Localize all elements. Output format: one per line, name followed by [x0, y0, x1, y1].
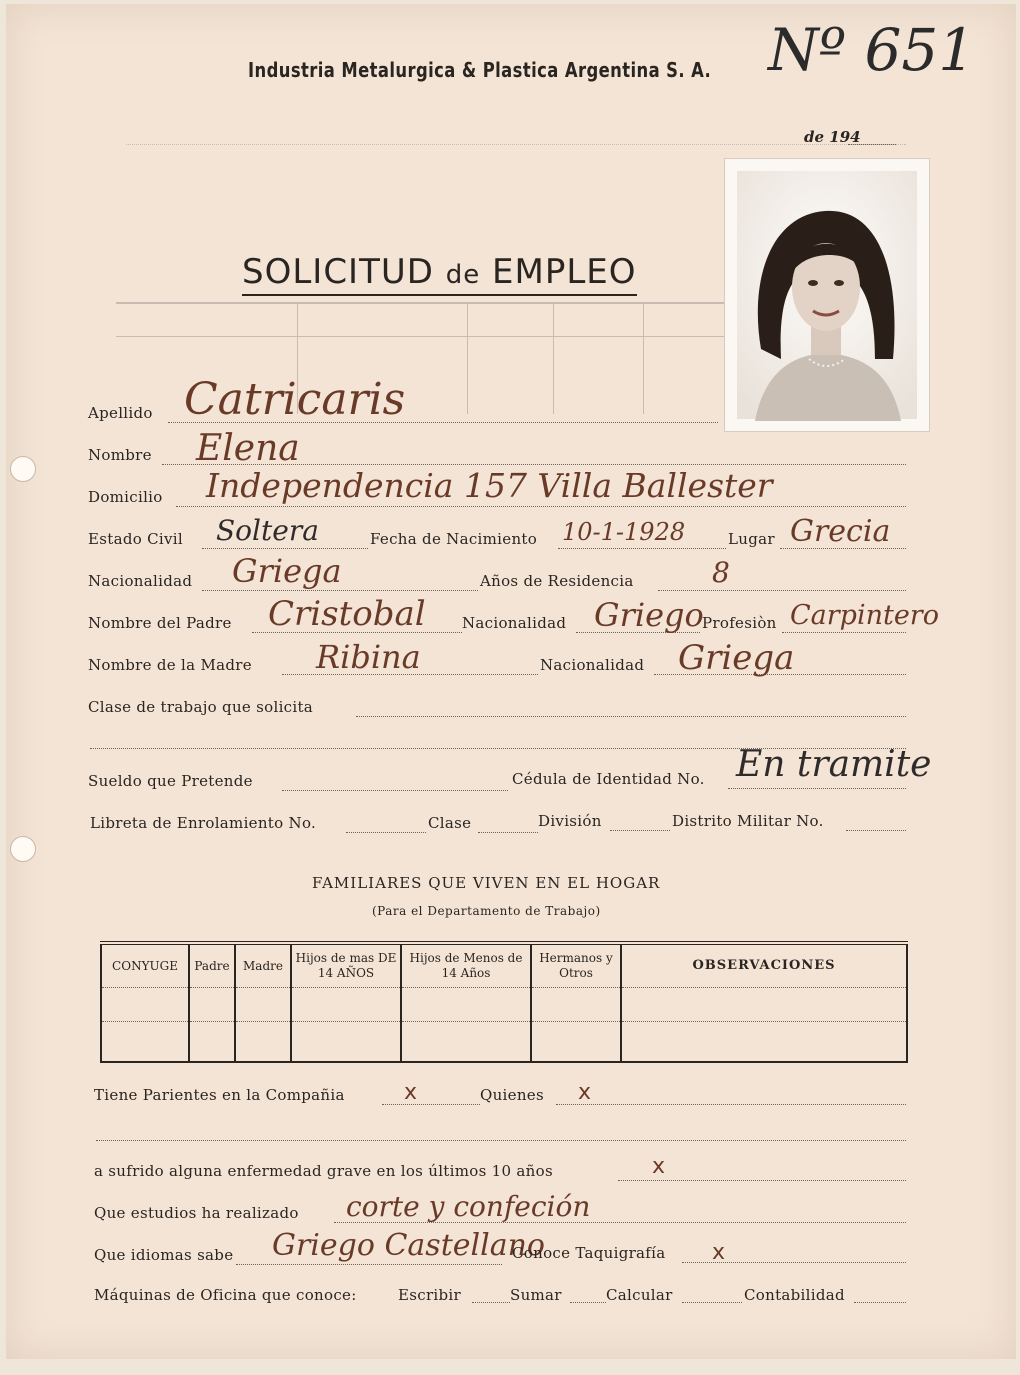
- quienes-line-2: [96, 1140, 906, 1141]
- padre-profesion-label: Profesiòn: [702, 614, 777, 632]
- family-table-header: [101, 943, 907, 988]
- estado-civil-value[interactable]: Soltera: [216, 514, 319, 547]
- nombre-value[interactable]: Elena: [196, 428, 300, 469]
- bleed-through-line: [126, 144, 906, 146]
- anos-residencia-line: [658, 590, 906, 591]
- clase-label: Clase: [428, 814, 472, 832]
- madre-nacionalidad-value[interactable]: Griega: [678, 638, 795, 678]
- family-section-subtitle: (Para el Departamento de Trabajo): [372, 904, 601, 918]
- table-cell[interactable]: [235, 1022, 291, 1062]
- madre-label: Nombre de la Madre: [88, 656, 252, 674]
- table-cell[interactable]: [401, 1022, 531, 1062]
- maquinas-label: Máquinas de Oficina que conoce:: [94, 1286, 357, 1304]
- title-word-de: de: [445, 260, 481, 290]
- anos-residencia-label: Años de Residencia: [480, 572, 634, 590]
- column-header: Hijos de mas DE 14 AÑOS: [291, 943, 401, 988]
- nacionalidad-label: Nacionalidad: [88, 572, 193, 590]
- table-cell[interactable]: [189, 988, 235, 1022]
- domicilio-line: [176, 506, 906, 507]
- table-cell[interactable]: [621, 1022, 907, 1062]
- padre-nacionalidad-value[interactable]: Griego: [594, 596, 704, 634]
- parientes-label: Tiene Parientes en la Compañia: [94, 1086, 345, 1104]
- domicilio-label: Domicilio: [88, 488, 163, 506]
- family-table: [100, 941, 908, 1063]
- table-cell[interactable]: [291, 988, 401, 1022]
- application-form: [6, 4, 1016, 1359]
- fecha-nacimiento-line: [558, 548, 726, 549]
- table-cell[interactable]: [189, 1022, 235, 1062]
- quienes-label: Quienes: [480, 1086, 544, 1104]
- calcular-line: [682, 1302, 742, 1303]
- clase-trabajo-line: [356, 716, 906, 717]
- sumar-line: [570, 1302, 606, 1303]
- table-row: [101, 988, 907, 1022]
- padre-label: Nombre del Padre: [88, 614, 232, 632]
- domicilio-value[interactable]: Independencia 157 Villa Ballester: [206, 466, 773, 505]
- estudios-value[interactable]: corte y confeción: [346, 1190, 591, 1223]
- cedula-line: [728, 788, 906, 789]
- table-cell[interactable]: [621, 988, 907, 1022]
- libreta-label: Libreta de Enrolamiento No.: [90, 814, 317, 832]
- clase-line: [478, 832, 538, 833]
- taquigrafia-label: Conoce Taquigrafía: [512, 1244, 666, 1262]
- cedula-label: Cédula de Identidad No.: [512, 770, 705, 788]
- table-cell[interactable]: [531, 1022, 621, 1062]
- maquina-sumar: Sumar: [510, 1286, 562, 1304]
- escribir-line: [472, 1302, 510, 1303]
- column-header: Madre: [235, 943, 291, 988]
- bleed-through-line: [116, 336, 726, 338]
- division-label: División: [538, 812, 602, 830]
- form-title: [242, 252, 637, 296]
- table-cell[interactable]: [401, 988, 531, 1022]
- madre-value[interactable]: Ribina: [316, 638, 421, 676]
- bleed-through-line: [642, 304, 644, 414]
- date-line: [848, 144, 896, 145]
- bleed-through-line: [116, 302, 726, 305]
- column-header: OBSERVACIONES: [621, 943, 907, 988]
- punch-hole: [10, 456, 36, 482]
- table-cell[interactable]: [291, 1022, 401, 1062]
- serial-number: Nº 651: [768, 16, 976, 84]
- distrito-line: [846, 830, 906, 831]
- punch-hole: [10, 836, 36, 862]
- table-cell[interactable]: [235, 988, 291, 1022]
- fecha-nacimiento-label: Fecha de Nacimiento: [370, 530, 538, 548]
- sueldo-label: Sueldo que Pretende: [88, 772, 253, 790]
- lugar-value[interactable]: Grecia: [790, 514, 891, 549]
- idiomas-label: Que idiomas sabe: [94, 1246, 234, 1264]
- nacionalidad-line: [202, 590, 478, 591]
- enfermedad-value[interactable]: x: [652, 1154, 666, 1179]
- sueldo-line: [282, 790, 508, 791]
- portrait-image: [725, 159, 929, 431]
- parientes-line: [382, 1104, 480, 1105]
- padre-profesion-line: [782, 632, 906, 633]
- title-word-solicitud: SOLICITUD: [242, 252, 434, 292]
- applicant-photo: [724, 158, 930, 432]
- anos-residencia-value[interactable]: 8: [712, 556, 730, 589]
- column-header: Hermanos y Otros: [531, 943, 621, 988]
- contabilidad-line: [854, 1302, 906, 1303]
- title-word-empleo: EMPLEO: [492, 252, 637, 292]
- clase-trabajo-label: Clase de trabajo que solicita: [88, 698, 314, 716]
- table-cell[interactable]: [101, 1022, 189, 1062]
- idiomas-line: [236, 1264, 502, 1265]
- table-cell[interactable]: [531, 988, 621, 1022]
- date-label: de 194: [804, 128, 861, 146]
- lugar-label: Lugar: [728, 530, 775, 548]
- quienes-value[interactable]: x: [578, 1080, 592, 1105]
- cedula-value[interactable]: En tramite: [736, 744, 932, 785]
- parientes-value[interactable]: x: [404, 1080, 418, 1105]
- quienes-line: [556, 1104, 906, 1105]
- madre-nacionalidad-label: Nacionalidad: [540, 656, 645, 674]
- bleed-through-line: [466, 304, 468, 414]
- padre-profesion-value[interactable]: Carpintero: [790, 600, 939, 631]
- apellido-label: Apellido: [88, 404, 153, 422]
- padre-value[interactable]: Cristobal: [268, 594, 426, 634]
- estado-civil-label: Estado Civil: [88, 530, 183, 548]
- idiomas-value[interactable]: Griego Castellano: [272, 1228, 545, 1263]
- table-cell[interactable]: [101, 988, 189, 1022]
- column-header: CONYUGE: [101, 943, 189, 988]
- taquigrafia-value[interactable]: x: [712, 1240, 726, 1265]
- fecha-nacimiento-value[interactable]: 10-1-1928: [562, 518, 686, 546]
- column-header: Hijos de Menos de 14 Años: [401, 943, 531, 988]
- nacionalidad-value[interactable]: Griega: [232, 552, 342, 590]
- maquina-escribir: Escribir: [398, 1286, 461, 1304]
- estudios-label: Que estudios ha realizado: [94, 1204, 299, 1222]
- distrito-label: Distrito Militar No.: [672, 812, 824, 830]
- company-name: Industria Metalurgica & Plastica Argentina S. A.: [248, 58, 712, 82]
- estado-civil-line: [202, 548, 368, 549]
- maquina-calcular: Calcular: [606, 1286, 673, 1304]
- family-section-title: FAMILIARES QUE VIVEN EN EL HOGAR: [312, 874, 661, 892]
- table-row: [101, 1022, 907, 1062]
- column-header: Padre: [189, 943, 235, 988]
- apellido-value[interactable]: Catricaris: [184, 374, 406, 425]
- enfermedad-line: [618, 1180, 906, 1181]
- nombre-label: Nombre: [88, 446, 152, 464]
- enfermedad-label: a sufrido alguna enfermedad grave en los últimos 10 años: [94, 1162, 553, 1180]
- maquina-contabilidad: Contabilidad: [744, 1286, 845, 1304]
- bleed-through-line: [552, 304, 554, 414]
- libreta-line: [346, 832, 426, 833]
- division-line: [610, 830, 670, 831]
- padre-nacionalidad-label: Nacionalidad: [462, 614, 567, 632]
